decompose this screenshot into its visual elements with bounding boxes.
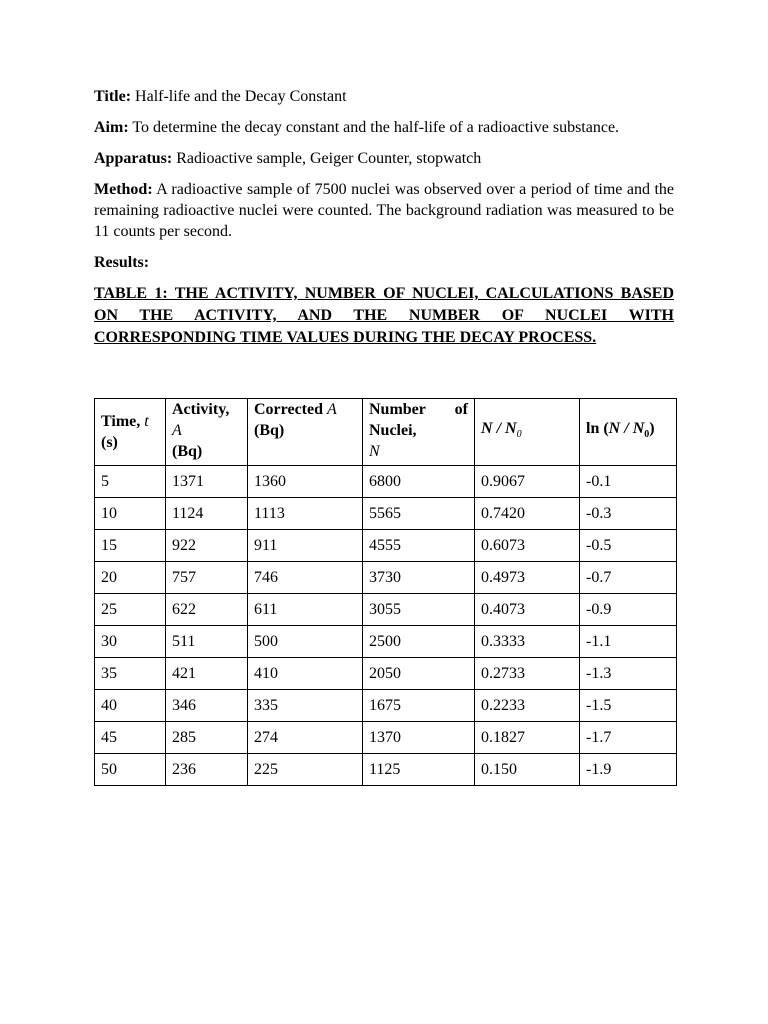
cell-time: 45: [95, 722, 166, 754]
method-label: Method:: [94, 181, 153, 198]
table-body: [95, 466, 677, 786]
cell-ratio: 0.2233: [475, 690, 580, 722]
cell-corrected-activity: 335: [248, 690, 363, 722]
cell-ln-ratio: -0.1: [580, 466, 677, 498]
cell-activity: 236: [166, 754, 248, 786]
apparatus-text: Radioactive sample, Geiger Counter, stopwatch: [176, 150, 482, 167]
title-text: Half-life and the Decay Constant: [135, 88, 347, 105]
cell-nuclei: 3055: [363, 594, 475, 626]
cell-nuclei: 1370: [363, 722, 475, 754]
cell-corrected-activity: 410: [248, 658, 363, 690]
table-row: [95, 466, 677, 498]
table-row: [95, 594, 677, 626]
cell-activity: 1124: [166, 498, 248, 530]
cell-activity: 1371: [166, 466, 248, 498]
cell-time: 15: [95, 530, 166, 562]
results-table: [94, 398, 677, 786]
cell-activity: 922: [166, 530, 248, 562]
cell-nuclei: 2050: [363, 658, 475, 690]
method-paragraph: [94, 179, 674, 242]
table-row: [95, 658, 677, 690]
results-heading: [94, 252, 674, 273]
cell-activity: 757: [166, 562, 248, 594]
header-number-of-nuclei: Number of Nuclei, N: [363, 399, 475, 466]
cell-ln-ratio: -1.5: [580, 690, 677, 722]
cell-ratio: 0.7420: [475, 498, 580, 530]
cell-nuclei: 1675: [363, 690, 475, 722]
method-text: A radioactive sample of 7500 nuclei was observed over a period of time and the remaining radioactive nuclei were counted. The background radiation was measured to be 11 counts per second.: [94, 181, 674, 240]
header-ratio: N / $N_0$: [475, 399, 580, 466]
table-row: [95, 722, 677, 754]
aim-label: Aim:: [94, 119, 129, 136]
cell-time: 20: [95, 562, 166, 594]
cell-ln-ratio: -1.3: [580, 658, 677, 690]
header-time: Time, t (s): [95, 399, 166, 466]
cell-ln-ratio: -0.7: [580, 562, 677, 594]
table-row: [95, 754, 677, 786]
header-corrected-activity: Corrected A (Bq): [248, 399, 363, 466]
cell-time: 35: [95, 658, 166, 690]
table-row: [95, 562, 677, 594]
cell-ratio: 0.9067: [475, 466, 580, 498]
cell-nuclei: 3730: [363, 562, 475, 594]
header-activity: Activity, A (Bq): [166, 399, 248, 466]
cell-corrected-activity: 611: [248, 594, 363, 626]
cell-activity: 511: [166, 626, 248, 658]
cell-ratio: 0.3333: [475, 626, 580, 658]
cell-time: 10: [95, 498, 166, 530]
cell-time: 50: [95, 754, 166, 786]
table-caption: TABLE 1: THE ACTIVITY, NUMBER OF NUCLEI, CALCULATIONS BASED ON THE ACTIVITY, AND THE NUMBER OF NUCLEI WITH CORRESPONDING TIME VALUES DURING THE DECAY PROCESS.: [94, 285, 674, 346]
cell-activity: 622: [166, 594, 248, 626]
cell-ratio: 0.150: [475, 754, 580, 786]
apparatus-paragraph: [94, 148, 674, 169]
cell-ratio: 0.1827: [475, 722, 580, 754]
cell-ratio: 0.4973: [475, 562, 580, 594]
cell-corrected-activity: 911: [248, 530, 363, 562]
results-label: Results:: [94, 254, 150, 271]
cell-ln-ratio: -1.9: [580, 754, 677, 786]
cell-ratio: 0.4073: [475, 594, 580, 626]
aim-paragraph: [94, 117, 674, 138]
cell-corrected-activity: 1360: [248, 466, 363, 498]
cell-nuclei: 1125: [363, 754, 475, 786]
cell-time: 25: [95, 594, 166, 626]
cell-activity: 421: [166, 658, 248, 690]
table-header-row: [95, 399, 677, 466]
cell-ratio: 0.2733: [475, 658, 580, 690]
table-row: [95, 626, 677, 658]
cell-time: 40: [95, 690, 166, 722]
header-ln-ratio: $\ln (N / N_0)$: [580, 399, 677, 466]
table-row: [95, 690, 677, 722]
cell-corrected-activity: 746: [248, 562, 363, 594]
cell-corrected-activity: 1113: [248, 498, 363, 530]
cell-ln-ratio: -0.3: [580, 498, 677, 530]
table-row: [95, 498, 677, 530]
apparatus-label: Apparatus:: [94, 150, 173, 167]
cell-corrected-activity: 225: [248, 754, 363, 786]
aim-text: To determine the decay constant and the half-life of a radioactive substance.: [132, 119, 620, 136]
cell-time: 30: [95, 626, 166, 658]
cell-ln-ratio: -0.9: [580, 594, 677, 626]
cell-ratio: 0.6073: [475, 530, 580, 562]
cell-nuclei: 5565: [363, 498, 475, 530]
cell-corrected-activity: 500: [248, 626, 363, 658]
table-row: [95, 530, 677, 562]
cell-ln-ratio: -1.1: [580, 626, 677, 658]
title-label: Title:: [94, 88, 132, 105]
cell-nuclei: 6800: [363, 466, 475, 498]
cell-nuclei: 4555: [363, 530, 475, 562]
cell-ln-ratio: -1.7: [580, 722, 677, 754]
cell-time: 5: [95, 466, 166, 498]
cell-ln-ratio: -0.5: [580, 530, 677, 562]
cell-corrected-activity: 274: [248, 722, 363, 754]
cell-activity: 346: [166, 690, 248, 722]
cell-activity: 285: [166, 722, 248, 754]
title-line: [94, 86, 674, 107]
cell-nuclei: 2500: [363, 626, 475, 658]
document-page: [94, 86, 674, 349]
